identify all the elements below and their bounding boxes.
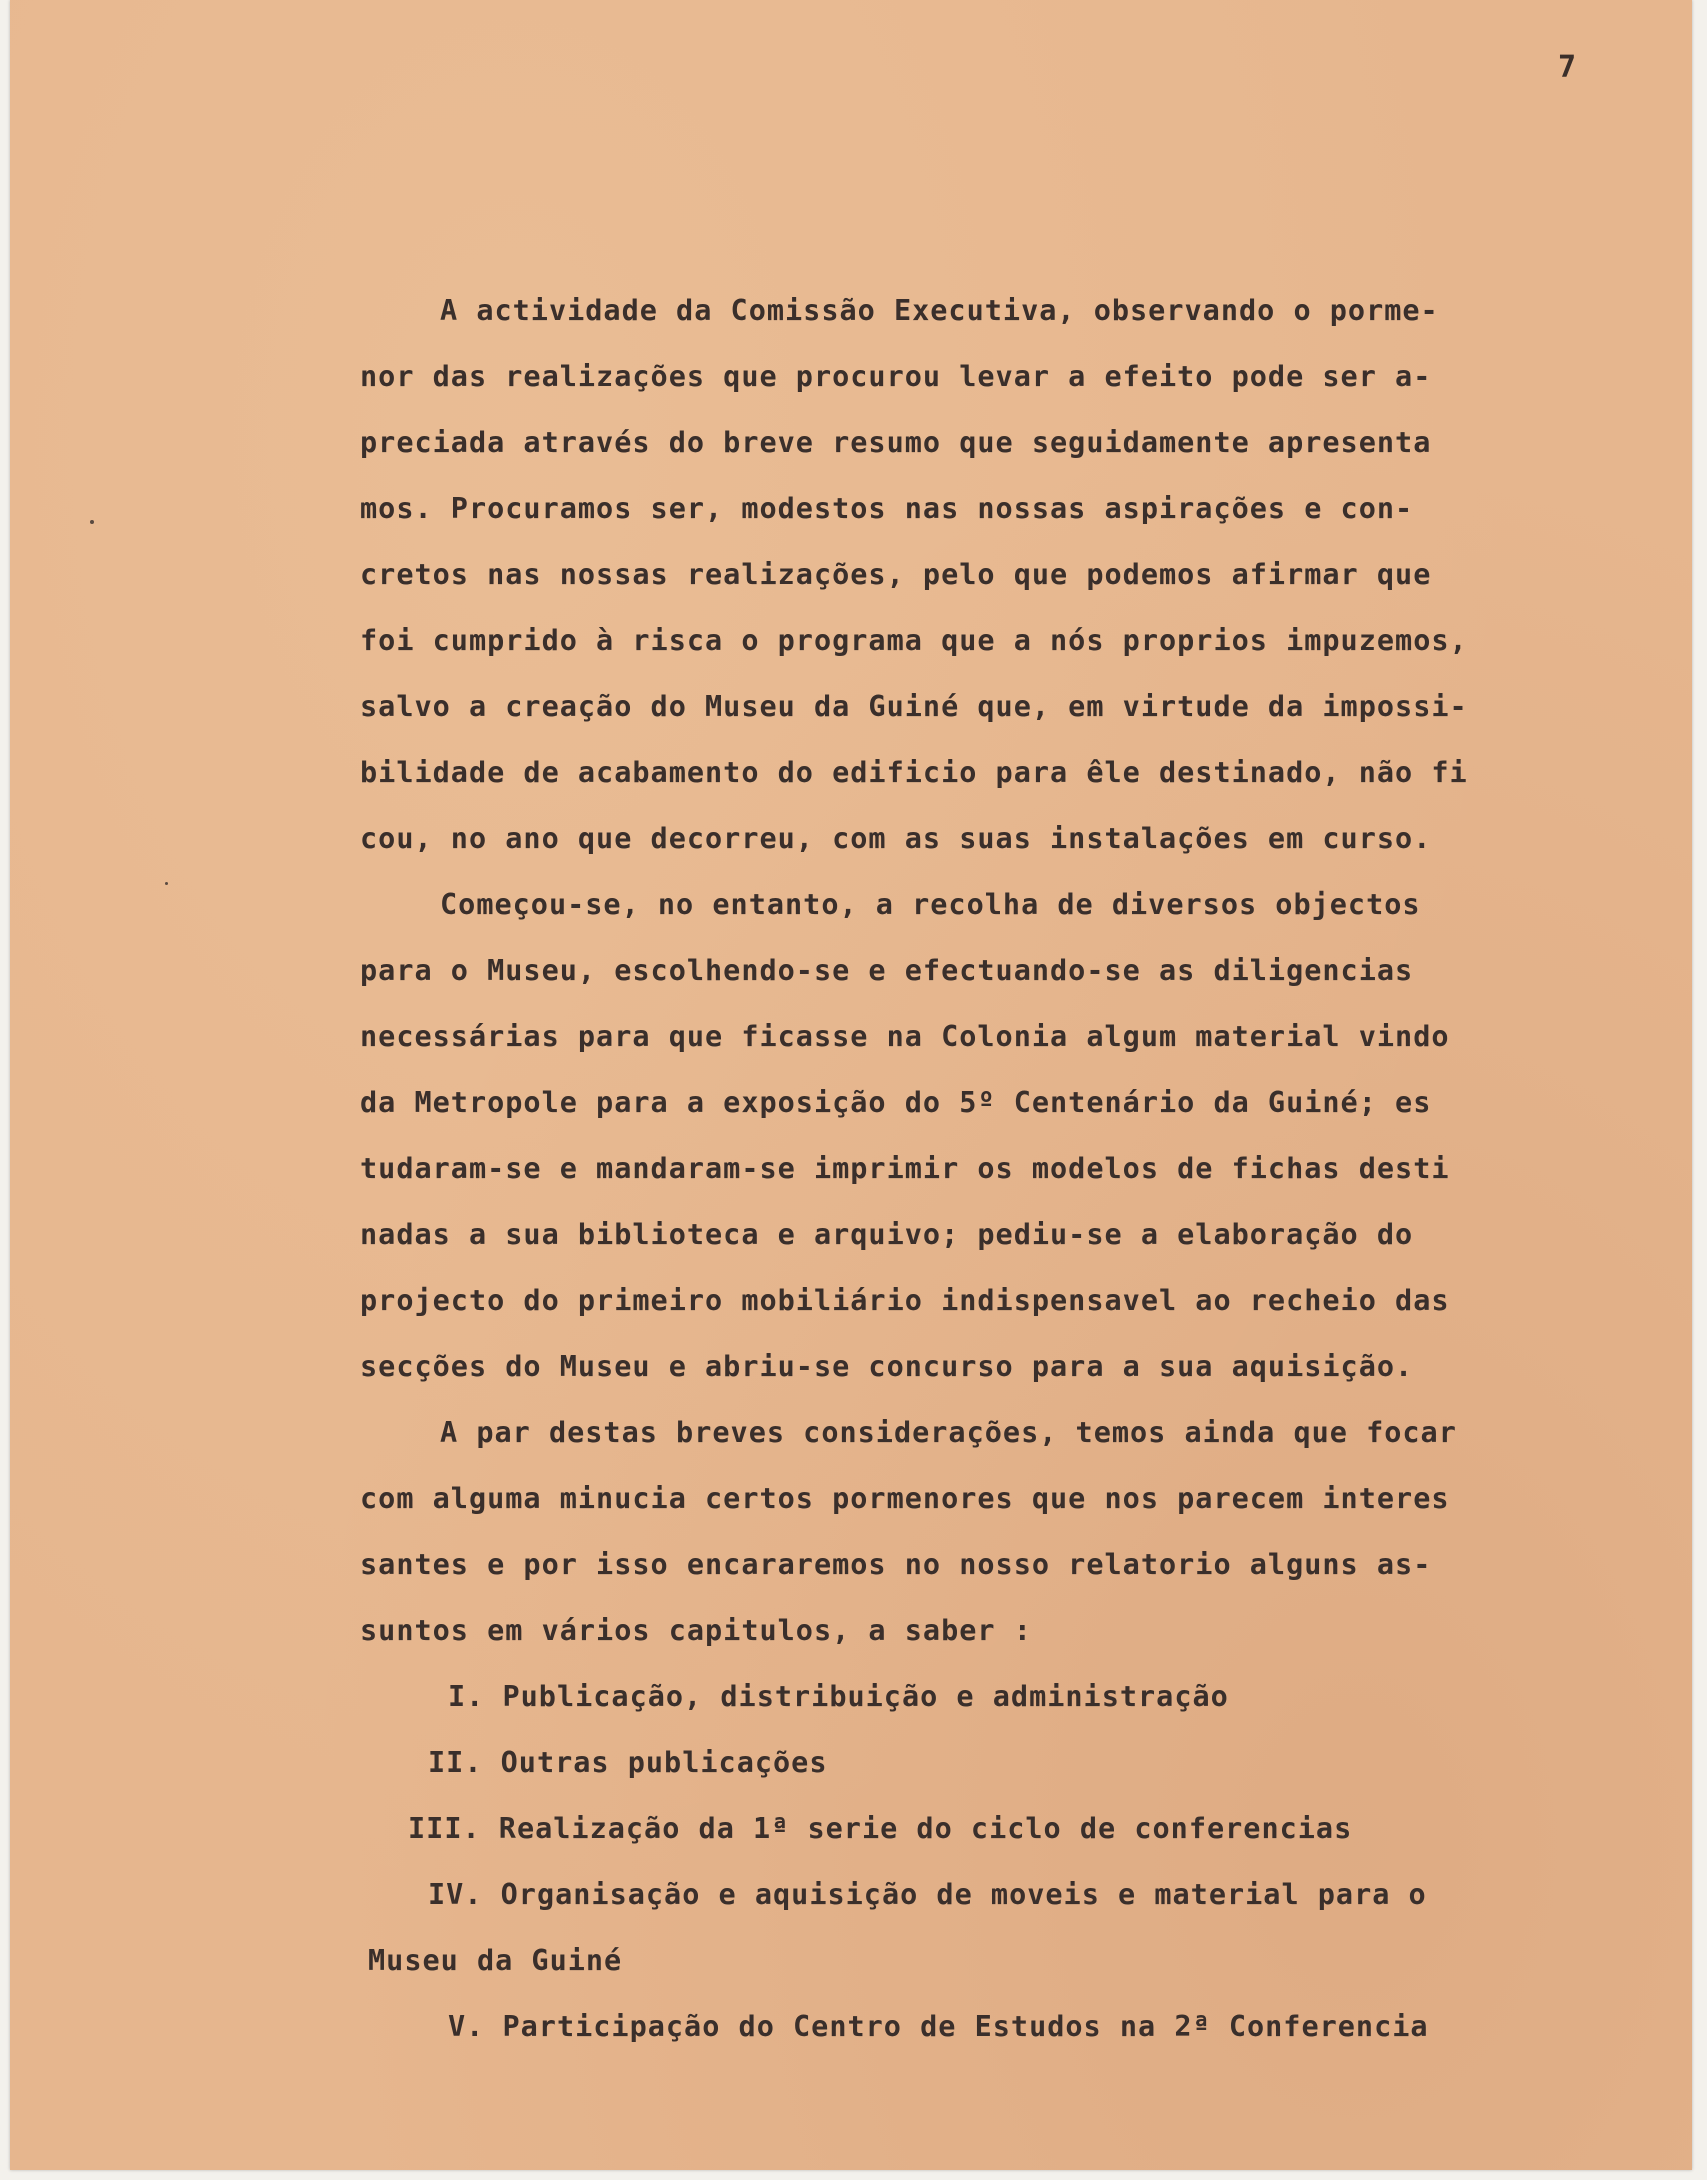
body-text [360, 278, 1660, 2060]
text-line: bilidade de acabamento do edificio para êle destinado, não fi [360, 756, 1468, 789]
text-line: necessárias para que ficasse na Colonia algum material vindo [360, 1020, 1450, 1053]
text-line: para o Museu, escolhendo-se e efectuando-se as diligencias [360, 954, 1414, 987]
text-line: suntos em vários capitulos, a saber : [360, 1614, 1032, 1647]
list-item: V. Participação do Centro de Estudos na 2ª Conferencia [448, 2010, 1429, 2043]
list-item: I. Publicação, distribuição e administração [448, 1680, 1229, 1713]
page-number: 7 [1558, 50, 1577, 85]
text-line: Começou-se, no entanto, a recolha de diversos objectos [440, 888, 1421, 921]
text-line: santes e por isso encararemos no nosso relatorio alguns as- [360, 1548, 1432, 1581]
text-line: salvo a creação do Museu da Guiné que, em virtude da impossi- [360, 690, 1468, 723]
text-line: A actividade da Comissão Executiva, observando o porme- [440, 294, 1439, 327]
text-line: secções do Museu e abriu-se concurso para a sua aquisição. [360, 1350, 1414, 1383]
text-line: foi cumprido à risca o programa que a nós proprios impuzemos, [360, 624, 1468, 657]
document-page [10, 0, 1692, 2170]
text-line: mos. Procuramos ser, modestos nas nossas aspirações e con- [360, 492, 1414, 525]
list-item: III. Realização da 1ª serie do ciclo de conferencias [408, 1812, 1353, 1845]
paper-speck [90, 520, 94, 524]
text-line: preciada através do breve resumo que seguidamente apresenta [360, 426, 1432, 459]
list-item: IV. Organisação e aquisição de moveis e material para o [428, 1878, 1427, 1911]
text-line: tudaram-se e mandaram-se imprimir os modelos de fichas desti [360, 1152, 1450, 1185]
text-line: Museu da Guiné [368, 1944, 623, 1977]
text-line: cou, no ano que decorreu, com as suas instalações em curso. [360, 822, 1432, 855]
text-line: cretos nas nossas realizações, pelo que podemos afirmar que [360, 558, 1432, 591]
text-line: nadas a sua biblioteca e arquivo; pediu-se a elaboração do [360, 1218, 1414, 1251]
text-line: A par destas breves considerações, temos ainda que focar [440, 1416, 1457, 1449]
text-line: nor das realizações que procurou levar a efeito pode ser a- [360, 360, 1432, 393]
text-line: com alguma minucia certos pormenores que nos parecem interes [360, 1482, 1450, 1515]
text-line: projecto do primeiro mobiliário indispensavel ao recheio das [360, 1284, 1450, 1317]
paper-speck [165, 882, 168, 885]
list-item: II. Outras publicações [428, 1746, 828, 1779]
text-line: da Metropole para a exposição do 5º Centenário da Guiné; es [360, 1086, 1432, 1119]
